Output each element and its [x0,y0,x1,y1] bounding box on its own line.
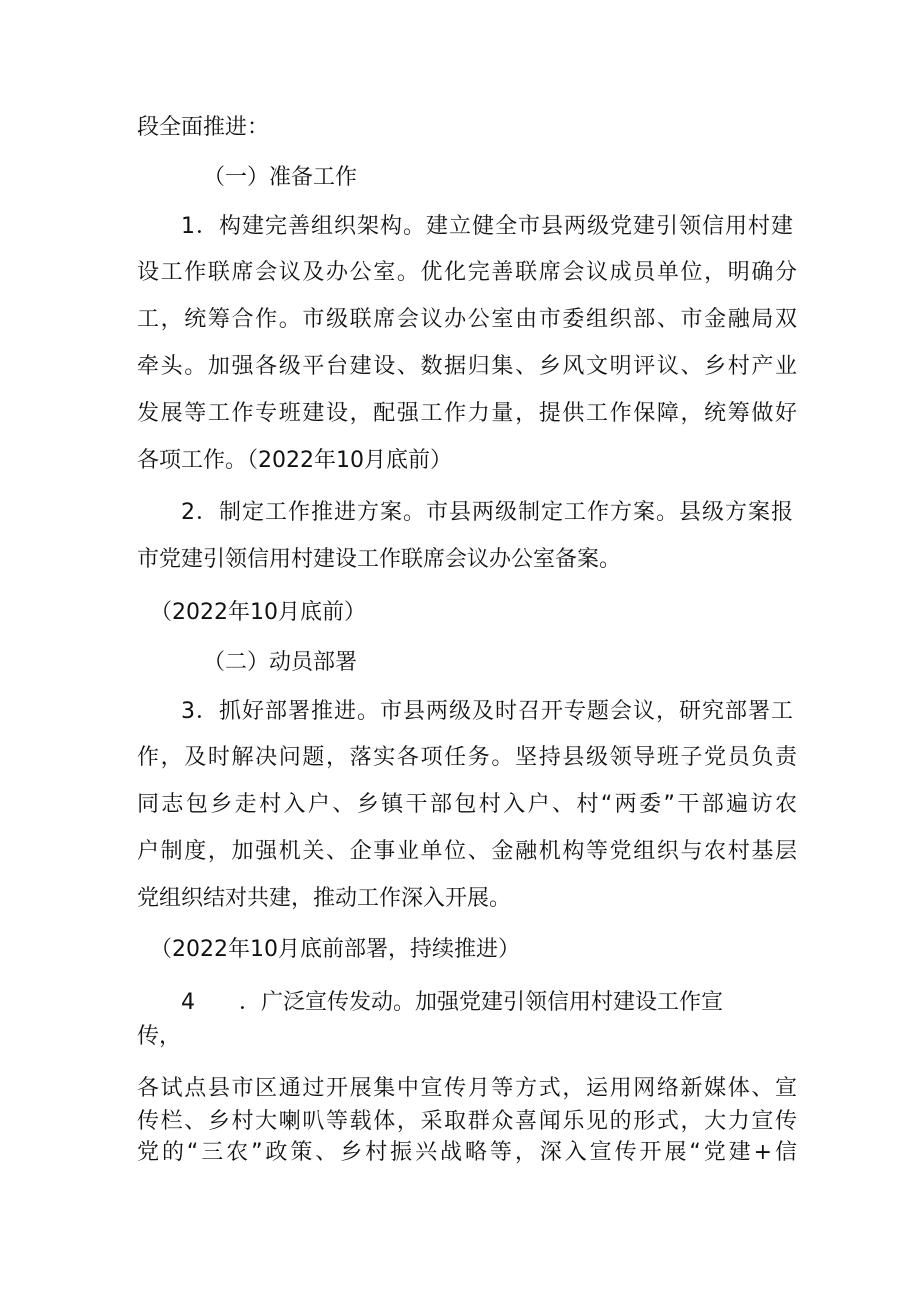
section-heading-preparation: （一）准备工作 [203,165,358,190]
section-heading-mobilization: （二）动员部署 [203,650,358,675]
text-line-4: 设工作联席会议及办公室。优化完善联席会议成员单位，明确分 [137,260,797,285]
date-note-2: （2022年10月底前部署，持续推进） [150,937,520,962]
text-line-15: 同志包乡走村入户、乡镇干部包村入户、村“两委”干部遍访农 [137,792,797,817]
text-line-5: 工，统筹合作。市级联席会议办公室由市委组织部、市金融局双 [137,307,797,332]
text-line-6: 牵头。加强各级平台建设、数据归集、乡风文明评议、乡村产业 [137,354,797,379]
text-line-16: 户制度，加强机关、企事业单位、金融机构等党组织与农村基层 [137,839,797,864]
text-line-1: 段全面推进： [137,115,270,140]
text-line-3: 1．构建完善组织架构。建立健全市县两级党建引领信用村建 [181,214,793,239]
text-line-19: 4 ．广泛宣传发动。加强党建引领信用村建设工作宣 [181,990,723,1015]
text-line-17: 党组织结对共建，推动工作深入开展。 [137,886,512,911]
text-line-14: 作，及时解决问题，落实各项任务。坚持县级领导班子党员负责 [137,745,797,770]
text-line-7: 发展等工作专班建设，配强工作力量，提供工作保障，统筹做好 [137,401,797,426]
text-line-9: 2．制定工作推进方案。市县两级制定工作方案。县级方案报 [181,500,793,525]
date-note-1: （2022年10月底前） [150,600,366,625]
text-line-10: 市党建引领信用村建设工作联席会议办公室备案。 [137,547,622,572]
text-line-23: 党的“三农”政策、乡村振兴战略等，深入宣传开展“党建+信 [137,1140,797,1165]
text-line-21: 各试点县市区通过开展集中宣传月等方式，运用网络新媒体、宣 [137,1076,797,1101]
text-line-20: 传， [137,1024,182,1049]
text-line-13: 3．抓好部署推进。市县两级及时召开专题会议，研究部署工 [181,699,793,724]
text-line-22: 传栏、乡村大喇叭等载体，采取群众喜闻乐见的形式，大力宣传 [137,1109,797,1134]
text-line-8: 各项工作。（2022年10月底前） [137,448,452,473]
